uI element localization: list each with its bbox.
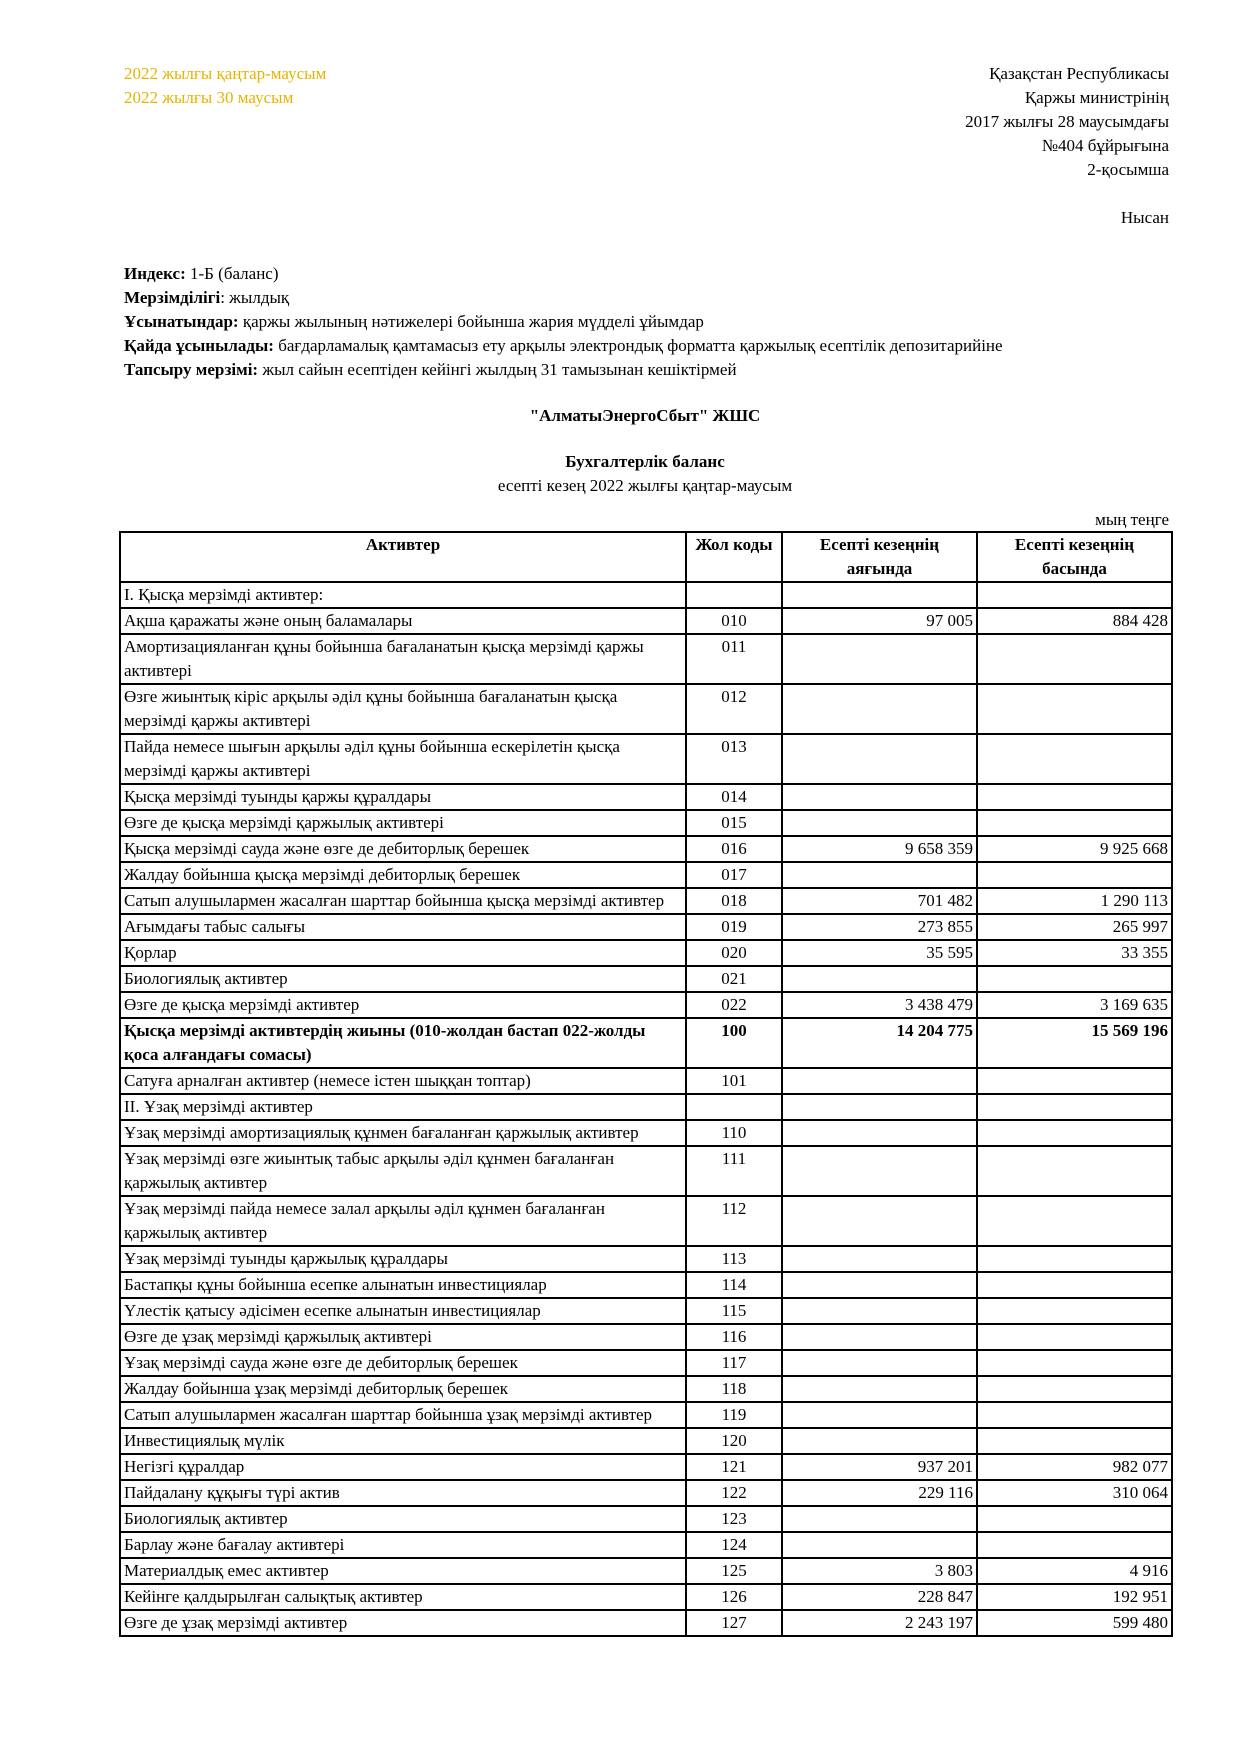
row-value-end: 3 803 xyxy=(782,1558,977,1584)
row-code: 018 xyxy=(686,888,782,914)
row-value-start: 9 925 668 xyxy=(977,836,1172,862)
table-row xyxy=(120,888,1172,914)
row-value-start xyxy=(977,862,1172,888)
row-value-start xyxy=(977,1068,1172,1094)
row-value-start xyxy=(977,810,1172,836)
row-name: Ақша қаражаты және оның баламалары xyxy=(120,608,686,634)
row-value-end xyxy=(782,1532,977,1558)
table-row xyxy=(120,1584,1172,1610)
row-name: Ұзақ мерзімді амортизациялық құнмен бағаланған қаржылық активтер xyxy=(120,1120,686,1146)
row-value-end xyxy=(782,1146,977,1196)
row-value-start xyxy=(977,1246,1172,1272)
row-value-end xyxy=(782,784,977,810)
table-row xyxy=(120,634,1172,684)
header-assets: Активтер xyxy=(120,532,686,582)
table-row xyxy=(120,914,1172,940)
table-row xyxy=(120,1610,1172,1636)
row-code: 123 xyxy=(686,1506,782,1532)
row-value-start xyxy=(977,634,1172,684)
table-row xyxy=(120,1272,1172,1298)
row-value-start: 1 290 113 xyxy=(977,888,1172,914)
row-code: 101 xyxy=(686,1068,782,1094)
order-line-3: 2017 жылғы 28 маусымдағы xyxy=(965,112,1169,131)
row-value-end xyxy=(782,862,977,888)
order-line-4: №404 бұйрығына xyxy=(1041,136,1169,155)
row-value-start xyxy=(977,1350,1172,1376)
row-value-end xyxy=(782,1324,977,1350)
row-value-end xyxy=(782,684,977,734)
table-row xyxy=(120,940,1172,966)
row-name: Ұзақ мерзімді өзге жиынтық табыс арқылы әділ құнмен бағаланған қаржылық активтер xyxy=(120,1146,686,1196)
table-row xyxy=(120,734,1172,784)
row-code: 117 xyxy=(686,1350,782,1376)
period-line-2: 2022 жылғы 30 маусым xyxy=(124,88,294,107)
row-name: Пайда немесе шығын арқылы әділ құны бойынша ескерілетін қысқа мерзімді қаржы активтері xyxy=(120,734,686,784)
organization-name: "АлматыЭнергоСбыт" ЖШС xyxy=(529,406,761,425)
row-value-start xyxy=(977,1402,1172,1428)
header-line-code: Жол коды xyxy=(686,532,782,582)
row-value-end xyxy=(782,1246,977,1272)
row-code: 114 xyxy=(686,1272,782,1298)
row-name: Негізгі құралдар xyxy=(120,1454,686,1480)
row-name: Инвестициялық мүлік xyxy=(120,1428,686,1454)
row-value-end xyxy=(782,1272,977,1298)
header-period-start: Есепті кезеңнің басында xyxy=(977,532,1172,582)
meta-deadline: Тапсыру мерзімі: жыл сайын есептіден кейінгі жылдың 31 тамызынан кешіктірмей xyxy=(124,360,737,379)
row-code: 013 xyxy=(686,734,782,784)
row-value-end xyxy=(782,1094,977,1120)
table-row xyxy=(120,1298,1172,1324)
row-code: 010 xyxy=(686,608,782,634)
row-value-end xyxy=(782,1428,977,1454)
row-name: Ұзақ мерзімді пайда немесе залал арқылы әділ құнмен бағаланған қаржылық активтер xyxy=(120,1196,686,1246)
form-meta xyxy=(124,262,1003,382)
row-name: Үлестік қатысу әдісімен есепке алынатын инвестициялар xyxy=(120,1298,686,1324)
row-value-start xyxy=(977,1298,1172,1324)
row-code: 100 xyxy=(686,1018,782,1068)
row-value-end xyxy=(782,734,977,784)
row-value-start xyxy=(977,1376,1172,1402)
row-name: Қысқа мерзімді туынды қаржы құралдары xyxy=(120,784,686,810)
row-value-end xyxy=(782,1298,977,1324)
row-value-end: 35 595 xyxy=(782,940,977,966)
row-name: Барлау және бағалау активтері xyxy=(120,1532,686,1558)
table-row xyxy=(120,1246,1172,1272)
row-value-start: 33 355 xyxy=(977,940,1172,966)
row-value-end xyxy=(782,1196,977,1246)
table-row xyxy=(120,1146,1172,1196)
table-row xyxy=(120,1454,1172,1480)
row-code: 124 xyxy=(686,1532,782,1558)
row-name: Сатуға арналған активтер (немесе істен шыққан топтар) xyxy=(120,1068,686,1094)
row-value-start: 265 997 xyxy=(977,914,1172,940)
row-code: 122 xyxy=(686,1480,782,1506)
table-row xyxy=(120,810,1172,836)
row-value-start: 599 480 xyxy=(977,1610,1172,1636)
row-value-start xyxy=(977,1272,1172,1298)
table-row xyxy=(120,608,1172,634)
row-value-end xyxy=(782,582,977,608)
row-value-end xyxy=(782,1350,977,1376)
row-value-start: 3 169 635 xyxy=(977,992,1172,1018)
row-value-end: 14 204 775 xyxy=(782,1018,977,1068)
row-value-end: 273 855 xyxy=(782,914,977,940)
row-code xyxy=(686,582,782,608)
row-code: 112 xyxy=(686,1196,782,1246)
row-code: 110 xyxy=(686,1120,782,1146)
row-code: 016 xyxy=(686,836,782,862)
table-row xyxy=(120,862,1172,888)
row-name: Бастапқы құны бойынша есепке алынатын инвестициялар xyxy=(120,1272,686,1298)
row-value-end: 701 482 xyxy=(782,888,977,914)
row-value-end: 229 116 xyxy=(782,1480,977,1506)
order-line-1: Қазақстан Республикасы xyxy=(989,64,1169,83)
row-name: Ағымдағы табыс салығы xyxy=(120,914,686,940)
row-name: Өзге де қысқа мерзімді активтер xyxy=(120,992,686,1018)
row-value-start xyxy=(977,582,1172,608)
row-name: Қорлар xyxy=(120,940,686,966)
row-value-end: 97 005 xyxy=(782,608,977,634)
row-value-start xyxy=(977,684,1172,734)
meta-where: Қайда ұсынылады: бағдарламалық қамтамасыз ету арқылы электрондық форматта қаржылық есептілік депозитарийіне xyxy=(124,336,1003,355)
table-header-row xyxy=(120,532,1172,582)
table-row xyxy=(120,1402,1172,1428)
row-value-end xyxy=(782,1068,977,1094)
document-title: Бухгалтерлік баланс xyxy=(565,452,725,471)
row-code: 017 xyxy=(686,862,782,888)
meta-frequency: Мерзімділігі: жылдық xyxy=(124,288,290,307)
row-name: Қысқа мерзімді активтердің жиыны (010-жолдан бастап 022-жолды қоса алғандағы сомасы) xyxy=(120,1018,686,1068)
row-code xyxy=(686,1094,782,1120)
table-row xyxy=(120,684,1172,734)
row-code: 113 xyxy=(686,1246,782,1272)
table-row xyxy=(120,836,1172,862)
row-name: Биологиялық активтер xyxy=(120,966,686,992)
row-code: 012 xyxy=(686,684,782,734)
row-code: 125 xyxy=(686,1558,782,1584)
meta-index: Индекс: 1-Б (баланс) xyxy=(124,264,279,283)
row-name: I. Қысқа мерзімді активтер: xyxy=(120,582,686,608)
table-row xyxy=(120,1532,1172,1558)
row-value-end: 9 658 359 xyxy=(782,836,977,862)
table-row xyxy=(120,1506,1172,1532)
order-reference xyxy=(965,62,1169,182)
row-code: 121 xyxy=(686,1454,782,1480)
row-value-start xyxy=(977,734,1172,784)
table-row xyxy=(120,1376,1172,1402)
table-row xyxy=(120,1094,1172,1120)
row-value-start xyxy=(977,1094,1172,1120)
row-code: 021 xyxy=(686,966,782,992)
table-row xyxy=(120,1068,1172,1094)
row-value-start xyxy=(977,1428,1172,1454)
row-name: Сатып алушылармен жасалған шарттар бойынша қысқа мерзімді активтер xyxy=(120,888,686,914)
row-code: 116 xyxy=(686,1324,782,1350)
row-code: 126 xyxy=(686,1584,782,1610)
row-value-end xyxy=(782,1120,977,1146)
row-name: Сатып алушылармен жасалған шарттар бойынша ұзақ мерзімді активтер xyxy=(120,1402,686,1428)
table-row xyxy=(120,1428,1172,1454)
row-name: Ұзақ мерзімді сауда және өзге де дебиторлық берешек xyxy=(120,1350,686,1376)
row-value-start: 884 428 xyxy=(977,608,1172,634)
row-code: 111 xyxy=(686,1146,782,1196)
row-value-start xyxy=(977,1196,1172,1246)
table-row xyxy=(120,1558,1172,1584)
row-value-start xyxy=(977,784,1172,810)
row-code: 020 xyxy=(686,940,782,966)
row-value-start: 310 064 xyxy=(977,1480,1172,1506)
row-name: Биологиялық активтер xyxy=(120,1506,686,1532)
row-name: Өзге де ұзақ мерзімді қаржылық активтері xyxy=(120,1324,686,1350)
row-name: Өзге де қысқа мерзімді қаржылық активтері xyxy=(120,810,686,836)
row-name: Ұзақ мерзімді туынды қаржылық құралдары xyxy=(120,1246,686,1272)
row-value-end xyxy=(782,1506,977,1532)
period-line-1: 2022 жылғы қаңтар-маусым xyxy=(124,64,327,83)
table-row xyxy=(120,784,1172,810)
reporting-period xyxy=(124,62,326,110)
table-row xyxy=(120,1196,1172,1246)
row-code: 120 xyxy=(686,1428,782,1454)
form-label: Нысан xyxy=(1120,208,1169,227)
document-subtitle: есепті кезең 2022 жылғы қаңтар-маусым xyxy=(497,476,793,495)
row-name: Кейінге қалдырылған салықтық активтер xyxy=(120,1584,686,1610)
row-code: 127 xyxy=(686,1610,782,1636)
table-row xyxy=(120,966,1172,992)
row-code: 011 xyxy=(686,634,782,684)
row-code: 119 xyxy=(686,1402,782,1428)
table-row xyxy=(120,582,1172,608)
table-row xyxy=(120,1324,1172,1350)
table-row xyxy=(120,1018,1172,1068)
row-code: 022 xyxy=(686,992,782,1018)
row-name: Жалдау бойынша қысқа мерзімді дебиторлық берешек xyxy=(120,862,686,888)
row-value-start: 192 951 xyxy=(977,1584,1172,1610)
row-code: 115 xyxy=(686,1298,782,1324)
meta-submitters: Ұсынатындар: қаржы жылының нәтижелері бойынша жария мүдделі ұйымдар xyxy=(124,312,704,331)
row-name: Өзге де ұзақ мерзімді активтер xyxy=(120,1610,686,1636)
row-name: Қысқа мерзімді сауда және өзге де дебиторлық берешек xyxy=(120,836,686,862)
row-value-end: 228 847 xyxy=(782,1584,977,1610)
row-value-start: 982 077 xyxy=(977,1454,1172,1480)
row-value-end: 937 201 xyxy=(782,1454,977,1480)
order-line-2: Қаржы министрінің xyxy=(1024,88,1169,107)
table-row xyxy=(120,1120,1172,1146)
row-name: Амортизацияланған құны бойынша бағаланатын қысқа мерзімді қаржы активтері xyxy=(120,634,686,684)
table-row xyxy=(120,992,1172,1018)
header-period-end: Есепті кезеңнің аяғында xyxy=(782,532,977,582)
balance-table-body xyxy=(120,582,1172,1636)
row-value-start xyxy=(977,1146,1172,1196)
row-value-start xyxy=(977,1506,1172,1532)
table-row xyxy=(120,1350,1172,1376)
row-name: II. Ұзақ мерзімді активтер xyxy=(120,1094,686,1120)
order-line-5: 2-қосымша xyxy=(1087,160,1169,179)
row-value-start xyxy=(977,966,1172,992)
row-name: Пайдалану құқығы түрі актив xyxy=(120,1480,686,1506)
row-name: Өзге жиынтық кіріс арқылы әділ құны бойынша бағаланатын қысқа мерзімді қаржы активтері xyxy=(120,684,686,734)
row-value-start xyxy=(977,1532,1172,1558)
row-code: 015 xyxy=(686,810,782,836)
row-code: 014 xyxy=(686,784,782,810)
row-value-end: 3 438 479 xyxy=(782,992,977,1018)
row-value-end xyxy=(782,1376,977,1402)
row-value-start: 15 569 196 xyxy=(977,1018,1172,1068)
row-value-start xyxy=(977,1120,1172,1146)
row-code: 019 xyxy=(686,914,782,940)
row-value-end: 2 243 197 xyxy=(782,1610,977,1636)
row-value-end xyxy=(782,810,977,836)
currency-unit: мың теңге xyxy=(1095,510,1169,529)
row-value-start: 4 916 xyxy=(977,1558,1172,1584)
row-value-end xyxy=(782,966,977,992)
row-value-start xyxy=(977,1324,1172,1350)
row-value-end xyxy=(782,1402,977,1428)
row-value-end xyxy=(782,634,977,684)
row-name: Жалдау бойынша ұзақ мерзімді дебиторлық берешек xyxy=(120,1376,686,1402)
table-row xyxy=(120,1480,1172,1506)
row-name: Материалдық емес активтер xyxy=(120,1558,686,1584)
balance-table xyxy=(119,531,1173,1637)
row-code: 118 xyxy=(686,1376,782,1402)
